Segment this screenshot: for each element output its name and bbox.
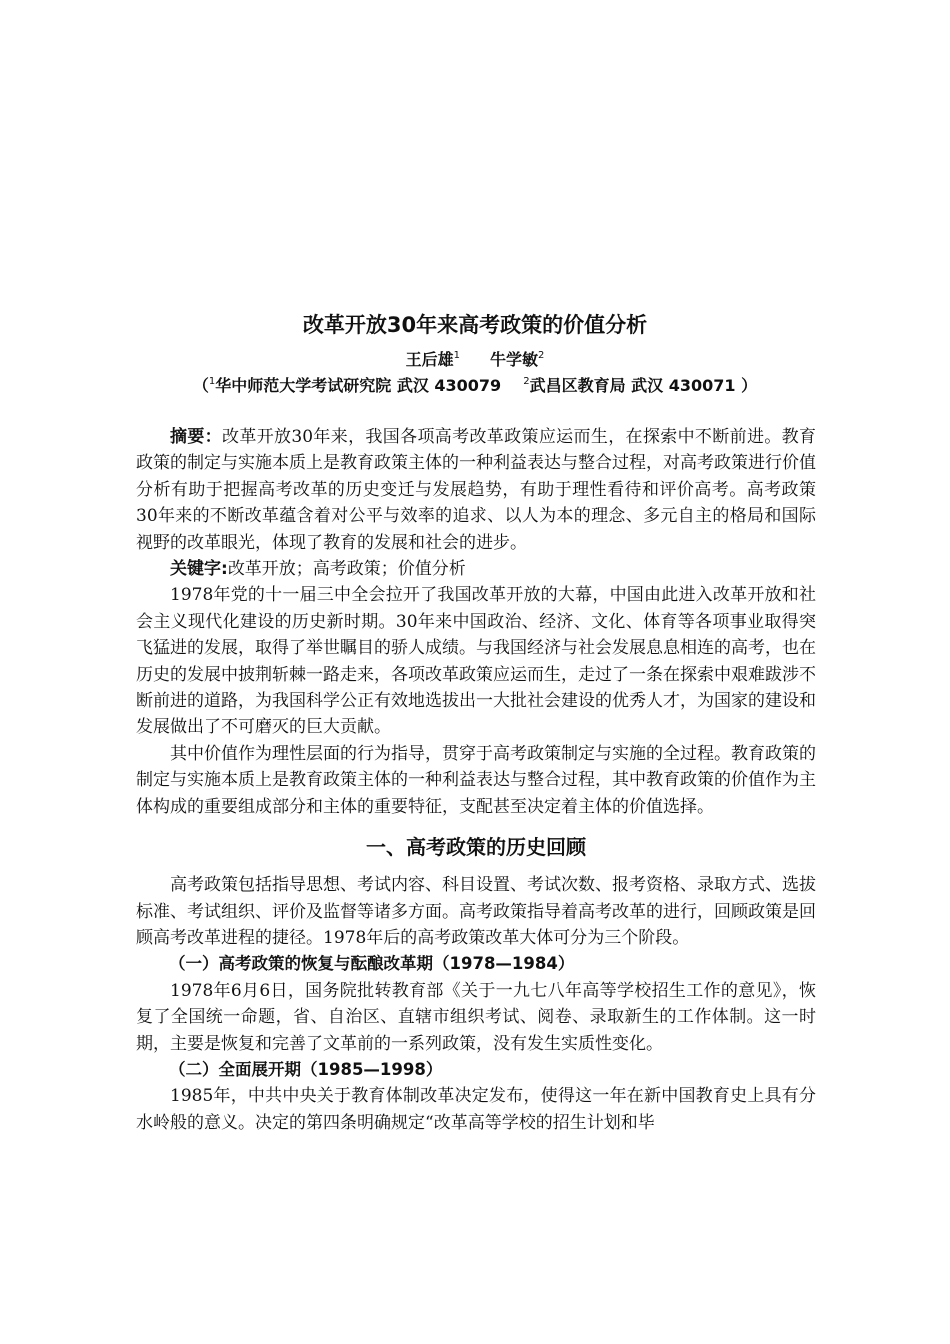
body-text: [136, 424, 816, 1136]
paper-title: 改革开放30年来高考政策的价值分析: [302, 313, 648, 337]
body-paragraph: 高考政策包括指导思想、考试内容、科目设置、考试次数、报考资格、录取方式、选拔标准、考试组织、评价及监督等诸多方面。高考政策指导着高考改革的进行，回顾政策是回顾高考改革进程的捷径。1978年后的高考政策改革大体可分为三个阶段。: [136, 875, 816, 948]
affiliation-text: 华中师范大学考试研究院 武汉 430079: [215, 376, 502, 395]
author-affiliation-mark: 1: [453, 350, 460, 361]
author-name: 王后雄: [405, 350, 454, 369]
affiliation-text: 武昌区教育局 武汉 430071: [529, 376, 736, 395]
affiliation-mark: 1: [208, 376, 216, 387]
keywords-label: 关键字:: [170, 559, 228, 580]
affiliation-line: [0, 373, 950, 399]
section-heading: 一、高考政策的历史回顾: [366, 835, 586, 860]
author-affiliation-mark: 2: [538, 350, 545, 361]
abstract-label: 摘要：: [170, 427, 223, 447]
body-paragraph: 1985年，中共中央关于教育体制改革决定发布，使得这一年在新中国教育史上具有分水岭般的意义。决定的第四条明确规定“改革高等学校的招生计划和毕: [136, 1086, 816, 1133]
subsection-heading: （二）全面展开期（1985—1998）: [169, 1059, 443, 1079]
keywords-text: 改革开放；高考政策；价值分析: [227, 559, 466, 580]
affiliation-bracket: ）: [741, 376, 758, 395]
affiliation-mark: 2: [523, 376, 530, 387]
body-paragraph: 其中价值作为理性层面的行为指导，贯穿于高考政策制定与实施的全过程。教育政策的制定与实施本质上是教育政策主体的一种利益表达与整合过程，其中教育政策的价值作为主体构成的重要组成部分和主体的重要特征，支配甚至决定着主体的价值选择。: [136, 743, 816, 817]
author-name: 牛学敏: [490, 350, 539, 369]
author-line: [0, 348, 950, 372]
abstract-text: 改革开放30年来，我国各项高考改革政策应运而生，在探索中不断前进。教育政策的制定与实施本质上是教育政策主体的一种利益表达与整合过程，对高考政策进行价值分析有助于把握高考改革的历史变迁与发展趋势，有助于理性看待和评价高考。高考政策30年来的不断改革蕴含着对公平与效率的追求、以人为本的理念、多元自主的格局和国际视野的改革眼光，体现了教育的发展和社会的进步。: [136, 427, 816, 553]
abstract-paragraph: [136, 424, 816, 556]
subsection-heading: （一）高考政策的恢复与酝酿改革期（1978—1984）: [169, 954, 575, 974]
affiliation-bracket: （: [192, 376, 209, 395]
keywords-paragraph: [136, 556, 816, 582]
body-paragraph: 1978年党的十一届三中全会拉开了我国改革开放的大幕，中国由此进入改革开放和社会主义现代化建设的历史新时期。30年来中国政治、经济、文化、体育等各项事业取得突飞猛进的发展，取得了举世瞩目的骄人成绩。与我国经济与社会发展息息相连的高考，也在历史的发展中披荆斩棘一路走来，各项改革政策应运而生，走过了一条在探索中艰难跋涉不断前进的道路，为我国科学公正有效地选拔出一大批社会建设的优秀人才，为国家的建设和发展做出了不可磨灭的巨大贡献。: [136, 585, 816, 738]
body-paragraph: 1978年6月6日，国务院批转教育部《关于一九七八年高等学校招生工作的意见》，恢复了全国统一命题，省、自治区、直辖市组织考试、阅卷、录取新生的工作体制。这一时期，主要是恢复和完善了文革前的一系列政策，没有发生实质性变化。: [136, 980, 816, 1054]
